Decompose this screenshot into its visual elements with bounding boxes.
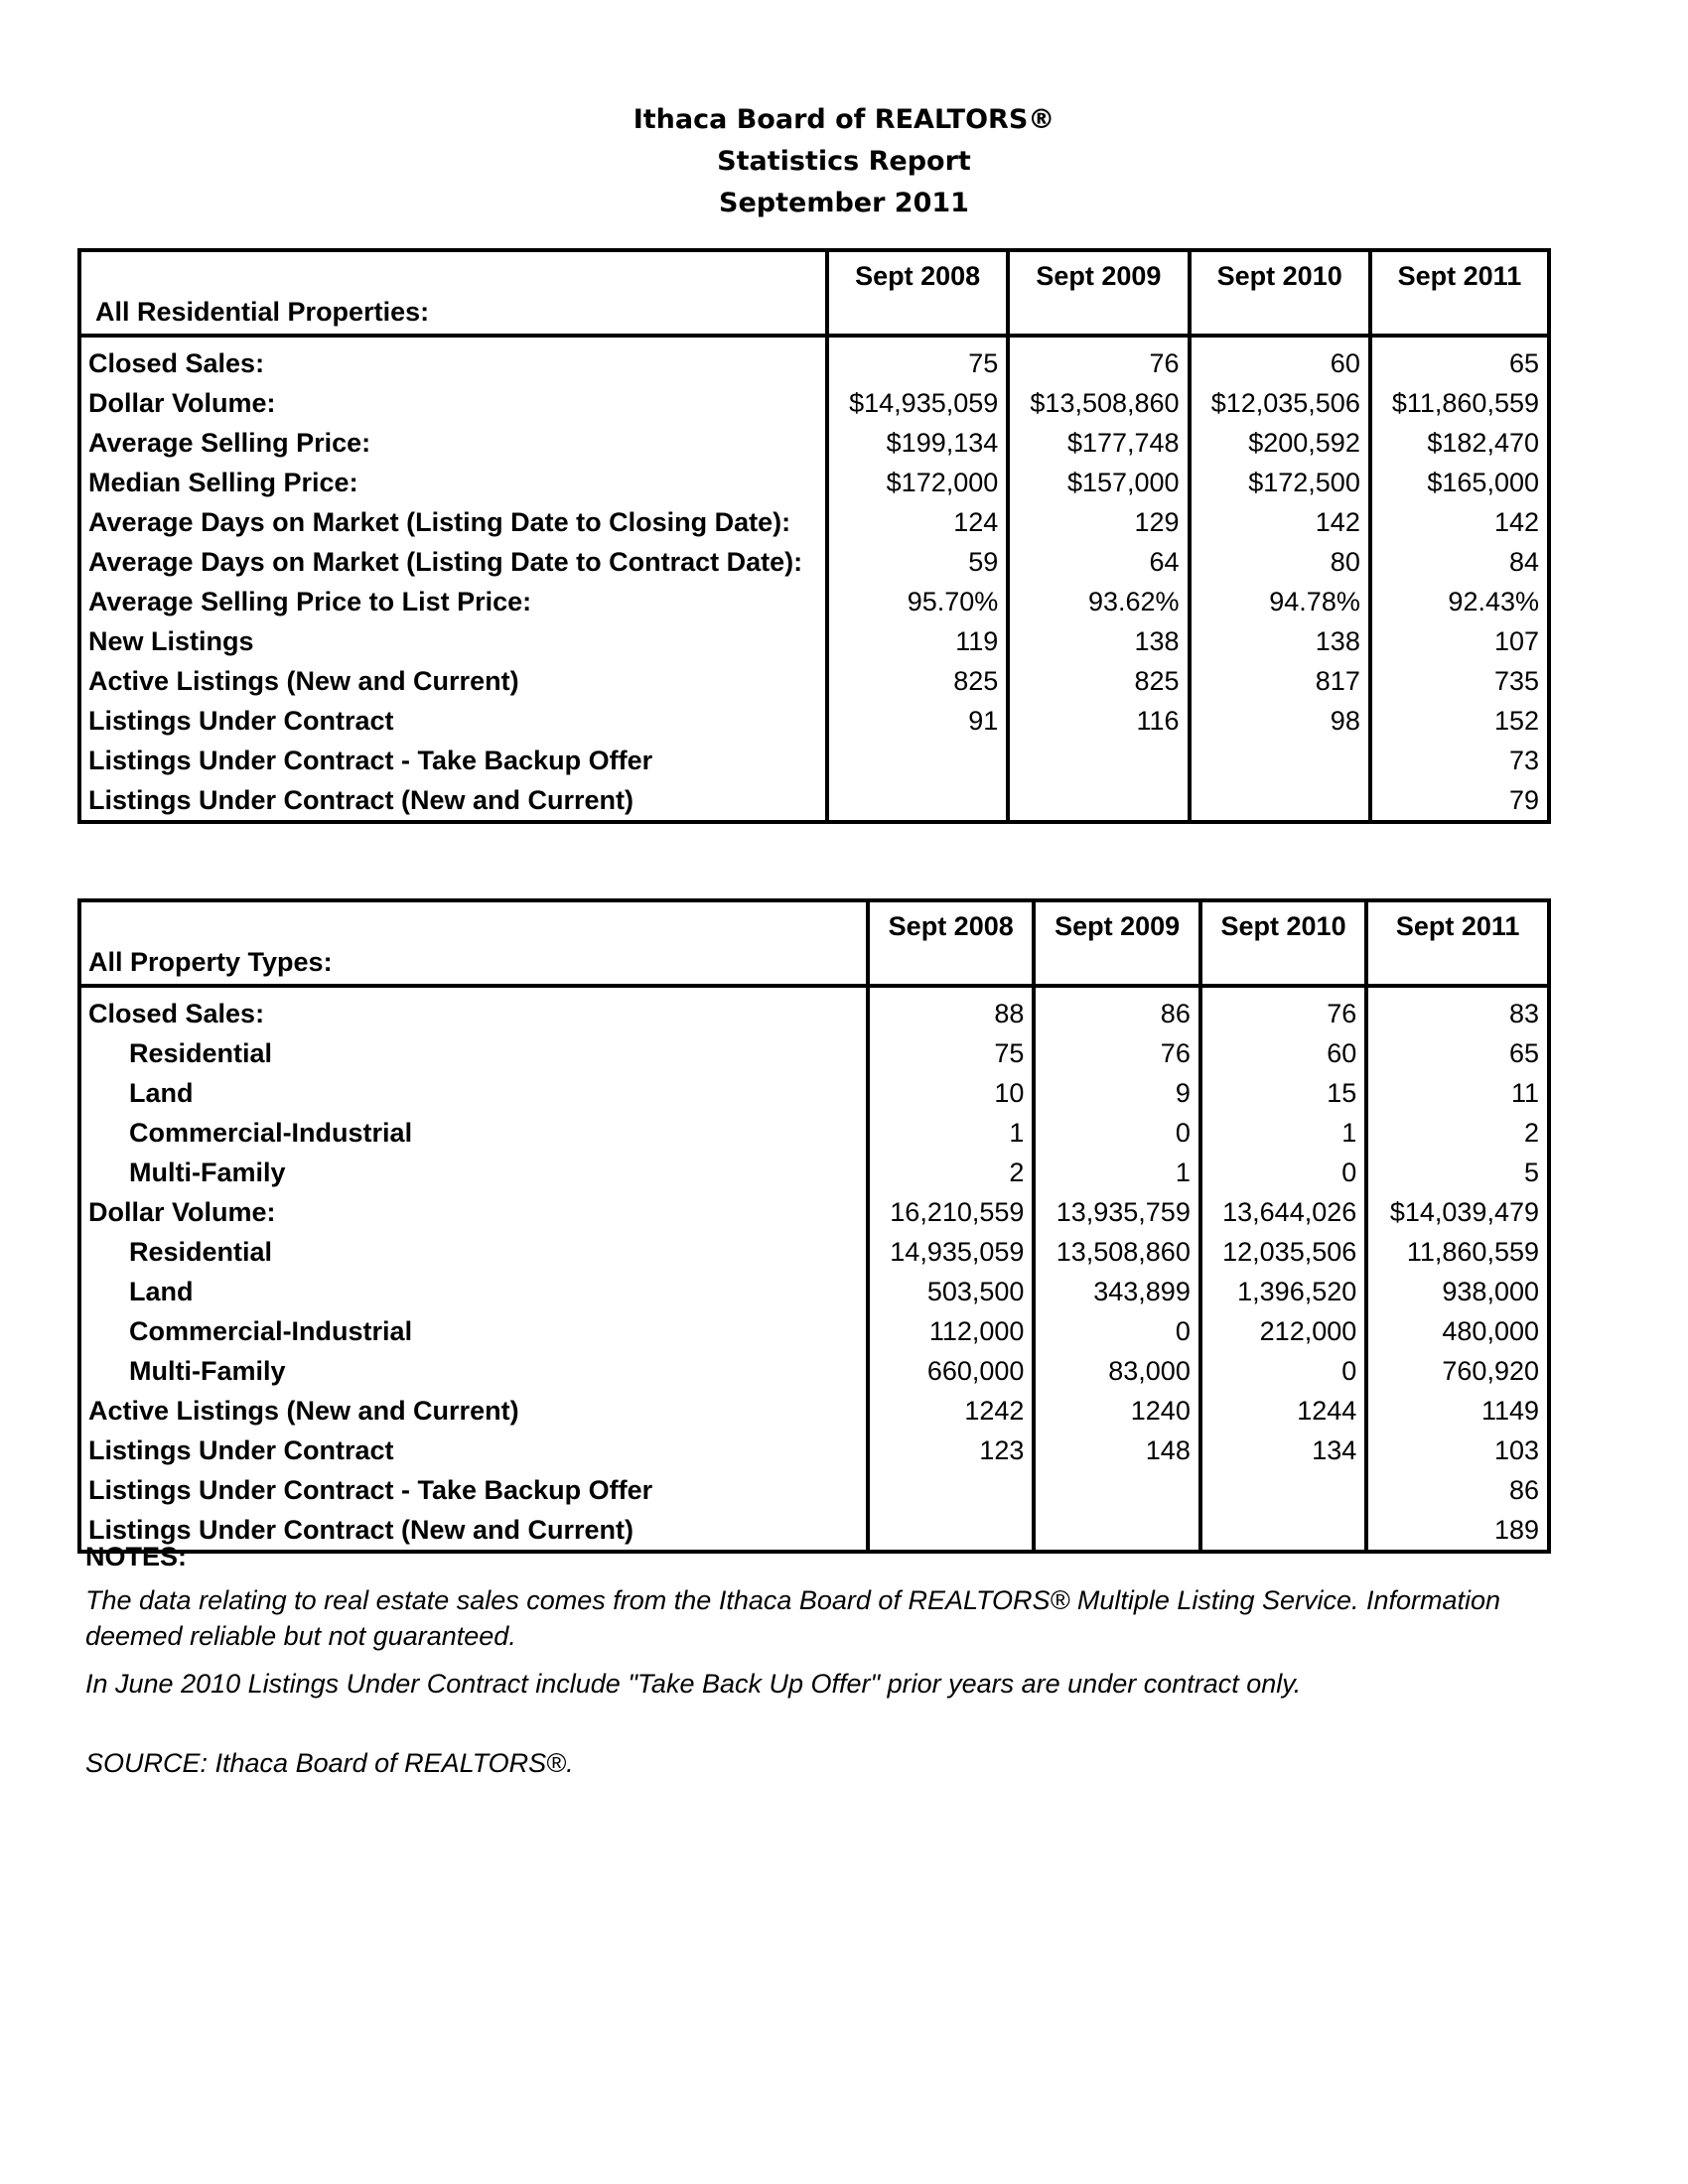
cell-value: [1190, 780, 1370, 822]
cell-value: 124: [827, 502, 1008, 542]
table-row: [79, 1033, 1549, 1073]
cell-value: [827, 780, 1008, 822]
cell-value: [827, 741, 1008, 780]
table-header-row: [79, 900, 1549, 986]
cell-value: $172,000: [827, 463, 1008, 502]
cell-value: 94.78%: [1190, 582, 1370, 621]
table-row: [79, 1391, 1549, 1431]
row-label: Commercial-Industrial: [129, 1118, 413, 1148]
cell-value: $14,935,059: [827, 383, 1008, 423]
table-row: [79, 701, 1549, 741]
cell-value: 134: [1200, 1431, 1366, 1470]
cell-value: 1242: [868, 1391, 1034, 1431]
cell-value: 5: [1366, 1153, 1549, 1192]
table-row: [79, 542, 1549, 582]
cell-value: [1008, 780, 1189, 822]
cell-value: 79: [1370, 780, 1549, 822]
row-label: Active Listings (New and Current): [88, 666, 519, 696]
report-title-date: September 2011: [719, 188, 969, 218]
cell-value: 1,396,520: [1200, 1272, 1366, 1311]
row-label: Average Days on Market (Listing Date to Closing Date):: [88, 507, 791, 537]
column-header: Sept 2008: [868, 900, 1034, 986]
column-header: Sept 2009: [1008, 250, 1189, 336]
cell-value: 142: [1190, 502, 1370, 542]
cell-value: 107: [1370, 621, 1549, 661]
table-row: [79, 780, 1549, 822]
cell-value: $157,000: [1008, 463, 1189, 502]
cell-value: [1034, 1470, 1199, 1510]
cell-value: 103: [1366, 1431, 1549, 1470]
table-row: [79, 1272, 1549, 1311]
cell-value: 13,508,860: [1034, 1232, 1199, 1272]
note-disclaimer: The data relating to real estate sales comes from the Ithaca Board of REALTORS® Multiple Listing Service. Information deemed reliable but not guaranteed.: [85, 1585, 1501, 1651]
cell-value: 825: [1008, 661, 1189, 701]
table-row: [79, 1431, 1549, 1470]
row-label: Listings Under Contract (New and Current): [88, 1515, 634, 1545]
cell-value: 84: [1370, 542, 1549, 582]
row-label: Listings Under Contract - Take Backup Offer: [88, 1475, 653, 1505]
row-label: Listings Under Contract (New and Current): [88, 785, 634, 815]
cell-value: [1190, 741, 1370, 780]
cell-value: 142: [1370, 502, 1549, 542]
cell-value: 138: [1190, 621, 1370, 661]
column-header: Sept 2011: [1366, 900, 1549, 986]
row-label: Listings Under Contract - Take Backup Offer: [88, 746, 653, 775]
cell-value: 138: [1008, 621, 1189, 661]
cell-value: 1240: [1034, 1391, 1199, 1431]
cell-value: 825: [827, 661, 1008, 701]
cell-value: 14,935,059: [868, 1232, 1034, 1272]
notes-heading: NOTES:: [85, 1542, 188, 1571]
report-title-name: Statistics Report: [717, 146, 971, 177]
report-title: [0, 99, 1688, 224]
note-contract: In June 2010 Listings Under Contract include "Take Back Up Offer" prior years are under contract only.: [85, 1669, 1302, 1699]
cell-value: 0: [1200, 1153, 1366, 1192]
table-row: [79, 343, 1549, 383]
cell-value: 817: [1190, 661, 1370, 701]
cell-value: 735: [1370, 661, 1549, 701]
cell-value: 60: [1200, 1033, 1366, 1073]
row-label: Active Listings (New and Current): [88, 1396, 519, 1426]
cell-value: $182,470: [1370, 423, 1549, 463]
cell-value: 0: [1200, 1351, 1366, 1391]
table-row: [79, 423, 1549, 463]
cell-value: [868, 1470, 1034, 1510]
cell-value: $12,035,506: [1190, 383, 1370, 423]
row-label: Multi-Family: [129, 1158, 286, 1187]
cell-value: 16,210,559: [868, 1192, 1034, 1232]
cell-value: 1244: [1200, 1391, 1366, 1431]
cell-value: 2: [1366, 1113, 1549, 1153]
table-title: All Residential Properties:: [79, 250, 827, 336]
table-row: [79, 1351, 1549, 1391]
cell-value: 12,035,506: [1200, 1232, 1366, 1272]
column-header: Sept 2008: [827, 250, 1008, 336]
report-title-org: Ithaca Board of REALTORS®: [633, 104, 1055, 135]
cell-value: 112,000: [868, 1311, 1034, 1351]
cell-value: 76: [1034, 1033, 1199, 1073]
cell-value: $14,039,479: [1366, 1192, 1549, 1232]
table-row: [79, 1073, 1549, 1113]
residential-table: [77, 248, 1551, 824]
table-row: [79, 502, 1549, 542]
cell-value: [1008, 741, 1189, 780]
cell-value: 760,920: [1366, 1351, 1549, 1391]
table-row: [79, 1113, 1549, 1153]
cell-value: 1: [1200, 1113, 1366, 1153]
cell-value: 86: [1034, 994, 1199, 1033]
table-row: [79, 1470, 1549, 1510]
column-header: Sept 2010: [1190, 250, 1370, 336]
row-label: Land: [129, 1277, 194, 1306]
cell-value: 148: [1034, 1431, 1199, 1470]
cell-value: 9: [1034, 1073, 1199, 1113]
row-label: Average Days on Market (Listing Date to Contract Date):: [88, 547, 803, 577]
table-row: [79, 383, 1549, 423]
row-label: Closed Sales:: [88, 348, 265, 378]
cell-value: 189: [1366, 1510, 1549, 1552]
row-label: Multi-Family: [129, 1356, 286, 1386]
cell-value: 1: [868, 1113, 1034, 1153]
cell-value: $199,134: [827, 423, 1008, 463]
cell-value: 119: [827, 621, 1008, 661]
cell-value: 83: [1366, 994, 1549, 1033]
cell-value: 11,860,559: [1366, 1232, 1549, 1272]
table-header-row: [79, 250, 1549, 336]
cell-value: 0: [1034, 1113, 1199, 1153]
table-row: [79, 463, 1549, 502]
cell-value: 83,000: [1034, 1351, 1199, 1391]
cell-value: 88: [868, 994, 1034, 1033]
row-label: Closed Sales:: [88, 999, 265, 1028]
cell-value: 64: [1008, 542, 1189, 582]
cell-value: 13,644,026: [1200, 1192, 1366, 1232]
row-label: Dollar Volume:: [88, 1197, 276, 1227]
cell-value: 503,500: [868, 1272, 1034, 1311]
table-row: [79, 582, 1549, 621]
cell-value: 10: [868, 1073, 1034, 1113]
row-label: New Listings: [88, 626, 254, 656]
cell-value: 212,000: [1200, 1311, 1366, 1351]
cell-value: $11,860,559: [1370, 383, 1549, 423]
cell-value: 129: [1008, 502, 1189, 542]
cell-value: 60: [1190, 343, 1370, 383]
all-property-types-table: [77, 898, 1551, 1554]
table-row: [79, 1232, 1549, 1272]
cell-value: 660,000: [868, 1351, 1034, 1391]
cell-value: 91: [827, 701, 1008, 741]
cell-value: 59: [827, 542, 1008, 582]
table-row: [79, 1311, 1549, 1351]
cell-value: 343,899: [1034, 1272, 1199, 1311]
row-label: Residential: [129, 1038, 273, 1068]
cell-value: 80: [1190, 542, 1370, 582]
row-label: Average Selling Price:: [88, 428, 371, 458]
cell-value: 93.62%: [1008, 582, 1189, 621]
cell-value: 1: [1034, 1153, 1199, 1192]
cell-value: $165,000: [1370, 463, 1549, 502]
cell-value: 65: [1366, 1033, 1549, 1073]
cell-value: 92.43%: [1370, 582, 1549, 621]
cell-value: 98: [1190, 701, 1370, 741]
row-label: Listings Under Contract: [88, 1435, 394, 1465]
cell-value: $172,500: [1190, 463, 1370, 502]
column-header: Sept 2009: [1034, 900, 1199, 986]
cell-value: 123: [868, 1431, 1034, 1470]
cell-value: 480,000: [1366, 1311, 1549, 1351]
cell-value: 938,000: [1366, 1272, 1549, 1311]
cell-value: 86: [1366, 1470, 1549, 1510]
row-label: Listings Under Contract: [88, 706, 394, 736]
column-header: Sept 2010: [1200, 900, 1366, 986]
row-label: Dollar Volume:: [88, 388, 276, 418]
cell-value: $13,508,860: [1008, 383, 1189, 423]
cell-value: 95.70%: [827, 582, 1008, 621]
cell-value: 152: [1370, 701, 1549, 741]
row-label: Average Selling Price to List Price:: [88, 587, 532, 616]
table-row: [79, 661, 1549, 701]
table-title: All Property Types:: [79, 900, 868, 986]
column-header: Sept 2011: [1370, 250, 1549, 336]
cell-value: 75: [827, 343, 1008, 383]
notes-section: [85, 1537, 1575, 1781]
cell-value: [1200, 1470, 1366, 1510]
cell-value: 0: [1034, 1311, 1199, 1351]
source-note: SOURCE: Ithaca Board of REALTORS®.: [85, 1748, 574, 1778]
row-label: Median Selling Price:: [88, 468, 358, 497]
cell-value: 76: [1008, 343, 1189, 383]
table-row: [79, 1153, 1549, 1192]
cell-value: 116: [1008, 701, 1189, 741]
table-row: [79, 1192, 1549, 1232]
row-label: Commercial-Industrial: [129, 1316, 413, 1346]
row-label: Residential: [129, 1237, 273, 1267]
cell-value: 75: [868, 1033, 1034, 1073]
table-row: [79, 621, 1549, 661]
cell-value: 13,935,759: [1034, 1192, 1199, 1232]
cell-value: 2: [868, 1153, 1034, 1192]
table-row: [79, 994, 1549, 1033]
row-label: Land: [129, 1078, 194, 1108]
cell-value: 1149: [1366, 1391, 1549, 1431]
cell-value: 76: [1200, 994, 1366, 1033]
cell-value: 65: [1370, 343, 1549, 383]
table-row: [79, 741, 1549, 780]
cell-value: 15: [1200, 1073, 1366, 1113]
cell-value: 11: [1366, 1073, 1549, 1113]
cell-value: 73: [1370, 741, 1549, 780]
cell-value: $177,748: [1008, 423, 1189, 463]
cell-value: $200,592: [1190, 423, 1370, 463]
